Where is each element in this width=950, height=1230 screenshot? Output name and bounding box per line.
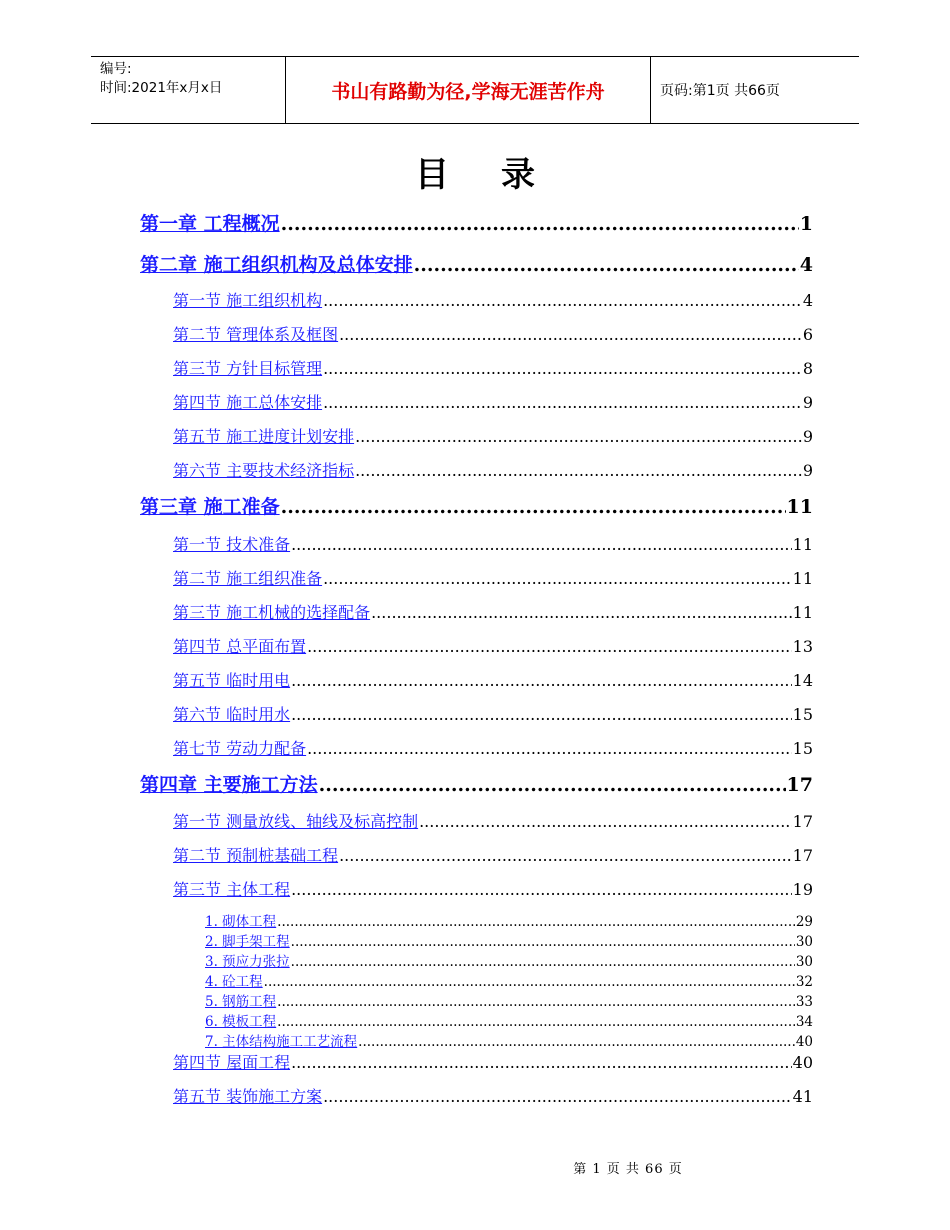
toc-entry-link[interactable]: 第七节 劳动力配备 [173,739,307,758]
toc-entry[interactable] [173,634,813,657]
toc-entry-link[interactable]: 第五节 施工进度计划安排 [173,427,355,446]
toc-entry-link[interactable]: 第三节 方针目标管理 [173,359,323,378]
toc-entry-link[interactable]: 第五节 装饰施工方案 [173,1087,323,1106]
toc-entry[interactable] [173,322,813,345]
toc-entry-link[interactable]: 4. 砼工程 [205,974,263,990]
toc-dot-leader [281,496,786,518]
toc-entry-link[interactable]: 第一节 施工组织机构 [173,291,323,310]
toc-dot-leader [277,1014,795,1030]
toc-page-number: 11 [786,496,813,518]
header-motto: 书山有路勤为径,学海无涯苦作舟 [286,57,651,123]
toc-dot-leader [291,934,795,950]
toc-dot-leader [277,994,795,1010]
toc-entry-link[interactable]: 第六节 临时用水 [173,705,291,724]
toc-dot-leader [323,393,802,412]
toc-entry[interactable] [205,970,813,990]
toc-title: 目录 [415,155,587,195]
toc-dot-leader [339,325,802,344]
toc-page-number: 15 [792,739,813,758]
toc-dot-leader [281,213,799,235]
toc-dot-leader [291,705,792,724]
toc-dot-leader [371,603,792,622]
toc-entry[interactable] [173,668,813,691]
document-time-label: 时间:2021年x月x日 [100,80,223,96]
document-number-label: 编号: [100,61,132,77]
toc-entry[interactable] [173,843,813,866]
toc-page-number: 32 [795,974,813,990]
toc-dot-leader [277,914,795,930]
toc-dot-leader [323,291,802,310]
toc-entry[interactable] [173,424,813,447]
toc-entry-link[interactable]: 第一节 技术准备 [173,535,291,554]
toc-entry-link[interactable]: 3. 预应力张拉 [205,954,290,970]
toc-page-number: 41 [792,1087,813,1106]
toc-page-number: 1 [799,213,813,235]
toc-page-number: 11 [792,535,813,554]
toc-dot-leader [339,846,792,865]
toc-entry-link[interactable]: 第二节 预制桩基础工程 [173,846,339,865]
toc-dot-leader [419,812,792,831]
toc-page-number: 4 [799,254,813,276]
toc-entry-link[interactable]: 7. 主体结构施工工艺流程 [205,1034,358,1050]
toc-page-number: 17 [786,774,813,796]
toc-dot-leader [291,954,795,970]
toc-page-number: 40 [792,1053,813,1072]
toc-entry[interactable] [140,492,813,519]
toc-entry-link[interactable]: 第六节 主要技术经济指标 [173,461,355,480]
header-page-info: 页码:第1页 共66页 [660,83,780,99]
header-meta [91,57,286,123]
toc-dot-leader [414,254,799,276]
toc-page-number: 14 [792,671,813,690]
toc-page-number: 34 [795,1014,813,1030]
toc-page-number: 30 [795,954,813,970]
toc-entry[interactable] [173,1050,813,1073]
toc-dot-leader [355,461,802,480]
toc-dot-leader [358,1034,795,1050]
toc-entry[interactable] [205,950,813,970]
toc-entry-link[interactable]: 第五节 临时用电 [173,671,291,690]
toc-entry[interactable] [173,390,813,413]
toc-entry[interactable] [205,930,813,950]
toc-page-number: 13 [792,637,813,656]
toc-entry-link[interactable]: 6. 模板工程 [205,1014,277,1030]
toc-entry[interactable] [173,566,813,589]
toc-entry[interactable] [140,250,813,277]
toc-dot-leader [323,359,802,378]
toc-entry[interactable] [173,600,813,623]
toc-entry[interactable] [205,910,813,930]
toc-entry-link[interactable]: 第二节 管理体系及框图 [173,325,339,344]
toc-entry[interactable] [173,288,813,311]
toc-entry[interactable] [173,1084,813,1107]
toc-page-number: 9 [802,427,813,446]
toc-dot-leader [307,739,792,758]
toc-page-number: 11 [792,603,813,622]
toc-page-number: 17 [792,846,813,865]
toc-entry[interactable] [173,736,813,759]
toc-page-number: 40 [795,1034,813,1050]
toc-entry-link[interactable]: 第二章 施工组织机构及总体安排 [140,254,413,276]
toc-entry[interactable] [173,532,813,555]
toc-entry[interactable] [173,356,813,379]
toc-page-number: 29 [795,914,813,930]
toc-entry-link[interactable]: 第四章 主要施工方法 [140,774,318,796]
toc-entry[interactable] [205,1030,813,1050]
toc-entry-link[interactable]: 5. 钢筋工程 [205,994,277,1010]
toc-entry-link[interactable]: 第一节 测量放线、轴线及标高控制 [173,812,419,831]
toc-entry-link[interactable]: 第一章 工程概况 [140,213,280,235]
toc-page-number: 9 [802,461,813,480]
toc-page-number: 30 [795,934,813,950]
toc-entry-link[interactable]: 第四节 总平面布置 [173,637,307,656]
toc-entry[interactable] [173,458,813,481]
page-header [91,56,859,124]
toc-entry-link[interactable]: 第三章 施工准备 [140,496,280,518]
toc-page-number: 17 [792,812,813,831]
toc-page-number: 4 [802,291,813,310]
toc-entry[interactable] [205,990,813,1010]
toc-dot-leader [355,427,802,446]
toc-dot-leader [323,569,792,588]
toc-dot-leader [291,535,792,554]
toc-page-number: 8 [802,359,813,378]
toc-page-number: 33 [795,994,813,1010]
toc-entry[interactable] [140,209,813,236]
toc-page-number: 6 [802,325,813,344]
toc-page-number: 9 [802,393,813,412]
toc-page-number: 11 [792,569,813,588]
toc-entry-link[interactable]: 2. 脚手架工程 [205,934,290,950]
toc-dot-leader [323,1087,792,1106]
toc-entry[interactable] [173,702,813,725]
toc-entry[interactable] [205,1010,813,1030]
toc-entry-link[interactable]: 1. 砌体工程 [205,914,277,930]
toc-page-number: 15 [792,705,813,724]
toc-dot-leader [264,974,795,990]
toc-dot-leader [291,880,792,899]
toc-entry-link[interactable]: 第三节 主体工程 [173,880,291,899]
toc-entry-link[interactable]: 第二节 施工组织准备 [173,569,323,588]
toc-entry[interactable] [173,809,813,832]
toc-dot-leader [319,774,786,796]
toc-dot-leader [291,671,792,690]
toc-page-number: 19 [792,880,813,899]
toc-entry[interactable] [173,877,813,900]
page-footer: 第 1 页 共 66 页 [573,1162,683,1177]
toc-entry[interactable] [140,770,813,797]
toc-entry-link[interactable]: 第三节 施工机械的选择配备 [173,603,371,622]
toc-entry-link[interactable]: 第四节 施工总体安排 [173,393,323,412]
toc-entry-link[interactable]: 第四节 屋面工程 [173,1053,291,1072]
toc-dot-leader [291,1053,792,1072]
toc-dot-leader [307,637,792,656]
